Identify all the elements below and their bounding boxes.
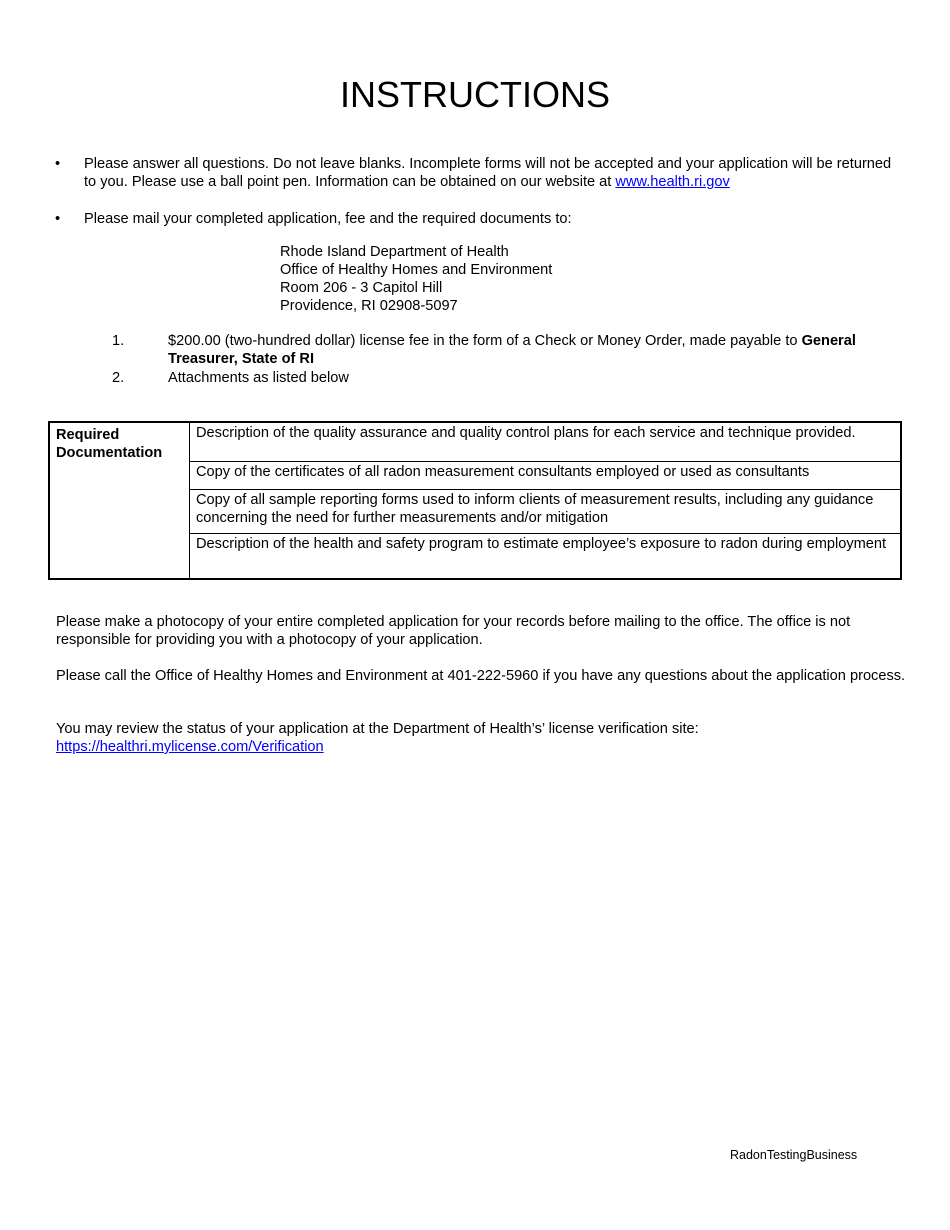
fee-text: $200.00 (two-hundred dollar) license fee in the form of a Check or Money Order, made payable to [168, 333, 802, 349]
required-documentation-table [48, 421, 902, 580]
page-title: INSTRUCTIONS [340, 74, 610, 115]
bullet-text: Please answer all questions. Do not leave blanks. Incomplete forms will not be accepted and your application will be returned to you. Please use a ball point pen. Information can be obtained on our website at [84, 156, 892, 190]
instruction-bullet-mail-application [55, 210, 894, 228]
mailing-address [280, 243, 680, 315]
item-text: Attachments as listed below [168, 370, 349, 386]
table-row: Description of the health and safety program to estimate employee’s exposure to radon during employment [196, 536, 887, 552]
contact-notice: Please call the Office of Healthy Homes and Environment at 401-222-5960 if you have any questions about the application process. [56, 668, 906, 684]
bullet-marker: • [55, 211, 61, 227]
required-documentation-label: Required Documentation [50, 423, 190, 578]
instruction-bullet-answer-questions [55, 155, 894, 191]
table-row: Copy of all sample reporting forms used to inform clients of measurement results, including any guidance concerning the need for further measurements and/or mitigation [190, 490, 900, 534]
item-text [168, 332, 858, 368]
address-line: Rhode Island Department of Health [280, 244, 509, 260]
payee-name: General Treasurer, State of RI [168, 333, 856, 367]
table-row: Copy of the certificates of all radon measurement consultants employed or used as consultants [190, 462, 900, 490]
bullet-marker: • [55, 156, 61, 172]
health-website-link[interactable]: www.health.ri.gov [615, 174, 730, 190]
address-line: Room 206 - 3 Capitol Hill [280, 280, 443, 296]
status-notice [56, 720, 906, 756]
item-number: 1. [112, 333, 125, 349]
verification-link[interactable]: https://healthri.mylicense.com/Verification [56, 739, 324, 755]
status-text: You may review the status of your application at the Department of Health’s’ license verification site: [56, 721, 699, 737]
bullet-text: Please mail your completed application, fee and the required documents to: [84, 211, 572, 227]
item-number: 2. [112, 370, 125, 386]
address-line: Providence, RI 02908-5097 [280, 298, 458, 314]
address-line: Office of Healthy Homes and Environment [280, 262, 553, 278]
footer-form-id: RadonTestingBusiness [730, 1148, 858, 1162]
photocopy-notice: Please make a photocopy of your entire completed application for your records before mailing to the office. The office is not responsible for providing you with a photocopy of your application. [56, 614, 851, 648]
table-row: Description of the quality assurance and quality control plans for each service and technique provided. [190, 423, 900, 462]
